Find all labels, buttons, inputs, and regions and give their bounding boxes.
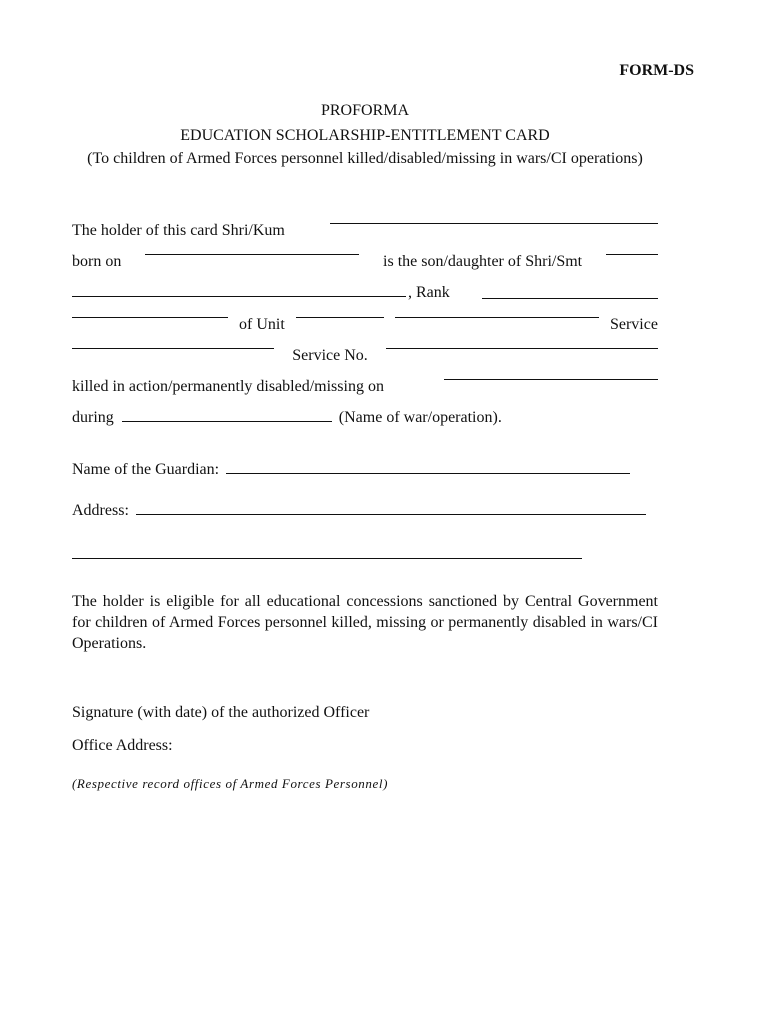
footer-note: (Respective record offices of Armed Forces Personnel)	[72, 776, 389, 791]
holder-name-field[interactable]	[330, 222, 658, 224]
unit-field[interactable]	[296, 316, 384, 318]
guardian-name-field[interactable]	[226, 472, 630, 474]
killed-label: killed in action/permanently disabled/missing on	[72, 378, 384, 395]
service-no-label: Service No.	[292, 347, 368, 364]
address-row	[72, 502, 658, 520]
guardian-label: Name of the Guardian:	[72, 461, 220, 478]
service-field[interactable]	[72, 347, 274, 349]
during-label: during	[72, 409, 114, 426]
proforma-heading: PROFORMA	[320, 102, 410, 119]
rank-label: , Rank	[408, 284, 450, 301]
address-label: Address:	[72, 502, 129, 519]
during-row	[72, 409, 658, 427]
guardian-row	[72, 461, 658, 479]
service-label: Service	[609, 316, 658, 333]
service-no-row	[72, 347, 658, 365]
born-on-label: born on	[72, 253, 122, 270]
service-name-field[interactable]	[395, 316, 599, 318]
form-code: FORM-DS	[619, 62, 694, 79]
killed-row	[72, 378, 658, 396]
address-field-line2[interactable]	[72, 557, 582, 559]
unit-name-field[interactable]	[72, 316, 228, 318]
holder-label: The holder of this card Shri/Kum	[72, 222, 285, 239]
son-daughter-label: is the son/daughter of Shri/Smt	[383, 253, 583, 270]
parent-name-field-start[interactable]	[606, 253, 658, 255]
holder-name-row	[72, 222, 658, 240]
address-field-line1[interactable]	[136, 513, 646, 515]
dob-field[interactable]	[145, 253, 359, 255]
war-operation-field[interactable]	[122, 420, 332, 422]
signature-label: Signature (with date) of the authorized Officer	[72, 704, 370, 721]
address-row-2	[72, 546, 658, 564]
service-no-field[interactable]	[386, 347, 658, 349]
eligibility-text: The holder is eligible for all educational concessions sanctioned by Central Government for children of Armed Forces personnel killed, missing or permanently disabled in wars/CI Operations.	[72, 593, 658, 652]
incident-date-field[interactable]	[444, 378, 658, 380]
unit-row	[72, 316, 658, 334]
war-label: (Name of war/operation).	[338, 409, 502, 426]
born-on-row	[72, 253, 658, 271]
rank-row	[72, 284, 658, 302]
of-unit-label: of Unit	[239, 316, 285, 333]
card-title: EDUCATION SCHOLARSHIP-ENTITLEMENT CARD	[180, 127, 550, 144]
parent-name-field[interactable]	[72, 295, 406, 297]
rank-field[interactable]	[482, 297, 658, 299]
card-subtitle: (To children of Armed Forces personnel killed/disabled/missing in wars/CI operations)	[87, 150, 643, 167]
office-address-label: Office Address:	[72, 737, 173, 754]
